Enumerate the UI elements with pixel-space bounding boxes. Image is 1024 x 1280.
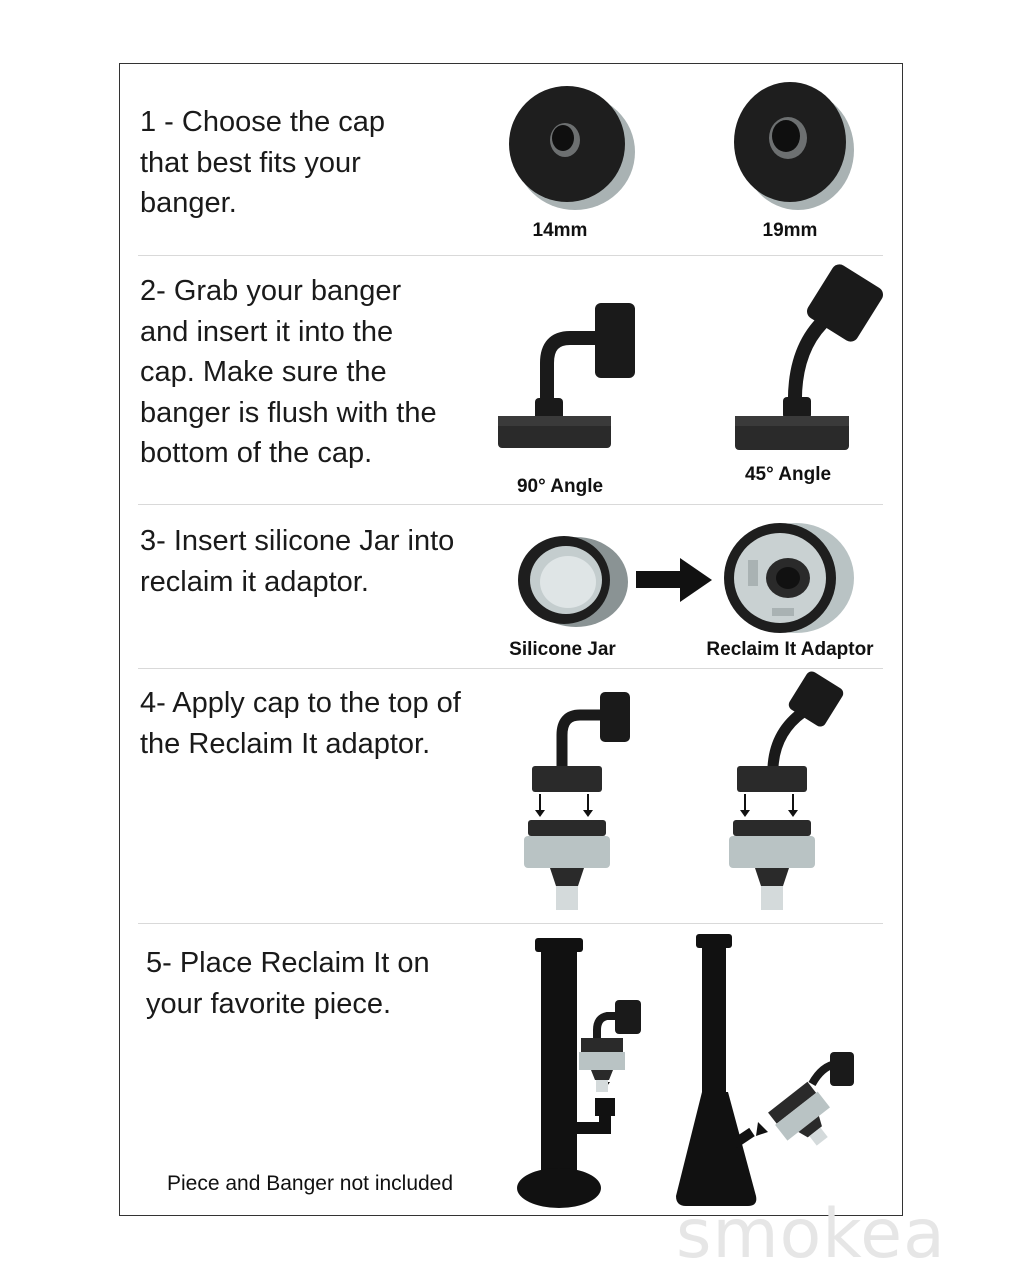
cap-19mm-icon	[732, 74, 862, 214]
step-2-text: 2- Grab your banger and insert it into the cap. Make sure the banger is flush with the bottom of the cap.	[140, 275, 437, 469]
step-4-text: 4- Apply cap to the top of the Reclaim It adaptor.	[140, 687, 461, 760]
label-reclaim-it-adaptor: Reclaim It Adaptor	[706, 639, 874, 660]
assembly-45-angle-icon	[725, 672, 855, 915]
label-19mm: 19mm	[762, 220, 818, 241]
smokea-watermark	[676, 1195, 946, 1274]
divider	[138, 668, 883, 669]
step-5-text: 5- Place Reclaim It on your favorite piece.	[146, 947, 430, 1020]
straight-tube-piece-icon	[515, 938, 655, 1210]
banger-90-angle-icon	[495, 298, 635, 468]
cap-14mm-icon	[505, 78, 640, 213]
right-arrow-icon	[636, 558, 712, 602]
watermark-text: smokea	[676, 1195, 946, 1274]
label-45-angle: 45° Angle	[744, 464, 832, 485]
silicone-jar-icon	[514, 532, 634, 632]
divider	[138, 504, 883, 505]
divider	[138, 923, 883, 924]
divider	[138, 255, 883, 256]
beaker-piece-icon	[672, 934, 862, 1210]
step-1-text: 1 - Choose the cap that best fits your banger.	[140, 106, 386, 219]
label-90-angle: 90° Angle	[516, 476, 604, 497]
assembly-90-angle-icon	[520, 690, 650, 915]
label-14mm: 14mm	[532, 220, 588, 241]
reclaim-it-adaptor-icon	[718, 520, 858, 638]
step-3-text: 3- Insert silicone Jar into reclaim it adaptor.	[140, 525, 455, 598]
banger-45-angle-icon	[733, 262, 893, 462]
label-silicone-jar: Silicone Jar	[509, 639, 616, 660]
disclaimer-note: Piece and Banger not included	[167, 1172, 454, 1195]
